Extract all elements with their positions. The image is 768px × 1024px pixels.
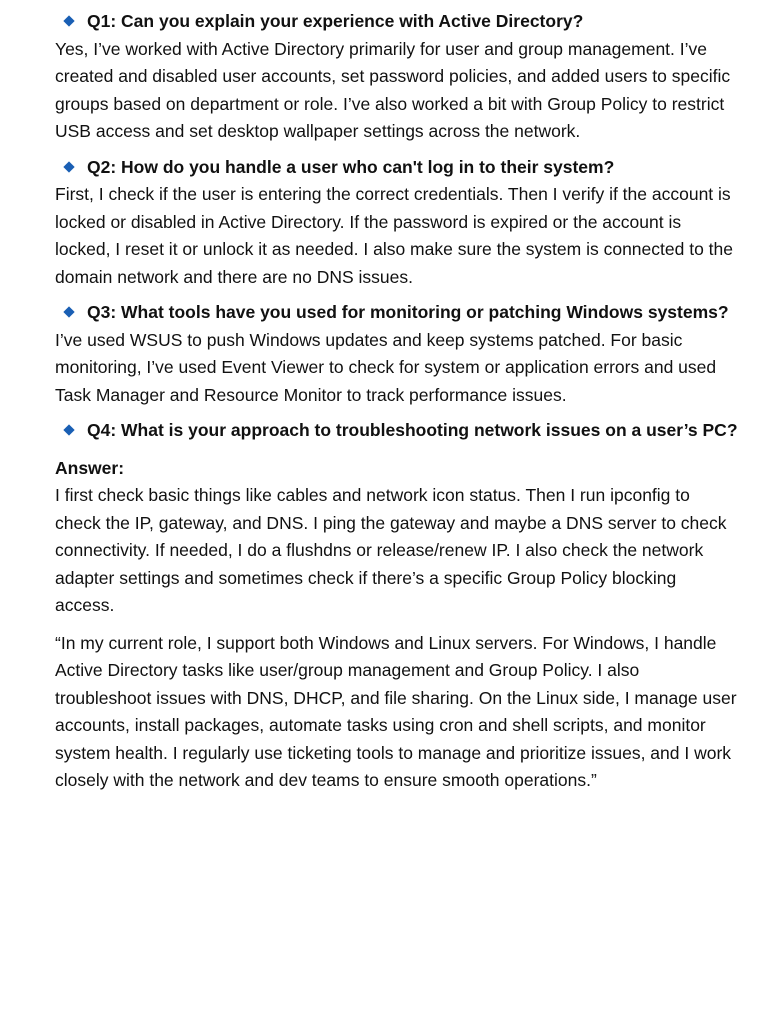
diamond-bullet-icon [63, 425, 74, 436]
question-heading [55, 8, 740, 36]
question-text: Q4: What is your approach to troubleshooting network issues on a user’s PC? [87, 420, 738, 440]
question-text: Q1: Can you explain your experience with Active Directory? [87, 11, 584, 31]
qa-item-2 [55, 154, 740, 292]
qa-item-4 [55, 417, 740, 620]
summary-quote: “In my current role, I support both Windows and Linux servers. For Windows, I handle Active Directory tasks like user/group management and Group Policy. I also troubleshoot issues with DNS, DHCP, and file sharing. On the Linux side, I manage user accounts, install packages, automate tasks using cron and shell scripts, and monitor system health. I regularly use ticketing tools to manage and prioritize issues, and I work closely with the network and dev teams to ensure smooth operations.” [55, 632, 737, 790]
diamond-bullet-icon [63, 307, 74, 318]
diamond-bullet-icon [63, 16, 74, 27]
question-heading [55, 299, 740, 327]
question-text: Q3: What tools have you used for monitoring or patching Windows systems? [87, 302, 729, 322]
qa-item-3 [55, 299, 740, 409]
answer-text: I’ve used WSUS to push Windows updates and keep systems patched. For basic monitoring, I’ve used Event Viewer to check for system or application errors and used Task Manager and Resource Monitor to track performance issues. [55, 329, 717, 405]
question-text: Q2: How do you handle a user who can't log in to their system? [87, 156, 615, 177]
answer-text: I first check basic things like cables and network icon status. Then I run ipconfig to check the IP, gateway, and DNS. I ping the gateway and maybe a DNS server to check connectivity. If needed, I do a flushdns or release/renew IP. I also check the network adapter settings and sometimes check if there’s a specific Group Policy blocking access. [55, 485, 727, 615]
answer-label: Answer: [55, 457, 125, 478]
question-heading [55, 417, 740, 445]
question-heading [55, 154, 740, 182]
qa-item-1 [55, 8, 740, 146]
answer-text: Yes, I’ve worked with Active Directory primarily for user and group management. I’ve created and disabled user accounts, set password policies, and added users to specific groups based on department or role. I’ve also worked a bit with Group Policy to restrict USB access and set desktop wallpaper settings across the network. [55, 38, 731, 141]
answer-text: First, I check if the user is entering the correct credentials. Then I verify if the account is locked or disabled in Active Directory. If the password is expired or the account is locked, I reset it or unlock it as needed. I also make sure the system is connected to the domain network and there are no DNS issues. [55, 184, 733, 287]
diamond-bullet-icon [63, 161, 74, 172]
